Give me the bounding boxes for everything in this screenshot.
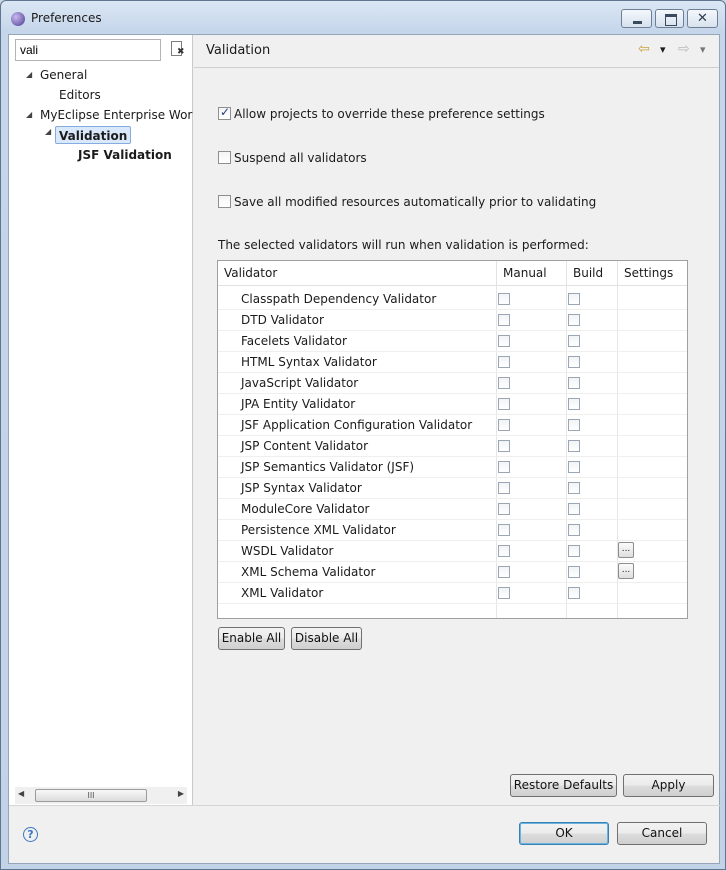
manual-checkbox[interactable] [498,566,510,578]
forward-dropdown-icon[interactable]: ▾ [700,43,706,56]
manual-checkbox[interactable] [498,314,510,326]
expanded-arrow-icon[interactable]: ◢ [26,70,33,79]
build-checkbox[interactable] [568,503,580,515]
build-checkbox[interactable] [568,545,580,557]
tree-horizontal-scrollbar[interactable] [15,787,187,804]
manual-checkbox[interactable] [498,440,510,452]
forward-arrow-icon[interactable]: ⇨ [678,41,690,57]
build-checkbox[interactable] [568,524,580,536]
build-checkbox[interactable] [568,314,580,326]
filter-input[interactable] [15,39,161,61]
build-checkbox[interactable] [568,587,580,599]
validators-description: The selected validators will run when validation is performed: [218,238,589,252]
expanded-arrow-icon[interactable]: ◢ [45,127,52,136]
column-header-build[interactable]: Build [567,261,618,285]
table-row[interactable]: XML Validator [218,583,687,604]
build-checkbox[interactable] [568,566,580,578]
dialog-client [8,34,720,864]
build-checkbox[interactable] [568,335,580,347]
checkbox-icon[interactable] [218,151,231,164]
manual-checkbox[interactable] [498,545,510,557]
validation-page [194,35,719,805]
manual-checkbox[interactable] [498,335,510,347]
manual-checkbox[interactable] [498,293,510,305]
cancel-button[interactable]: Cancel [617,822,707,845]
close-icon: ✕ [697,11,708,26]
enable-all-button[interactable]: Enable All [218,627,285,650]
tree-item-jsf-validation[interactable]: JSF Validation [78,148,172,162]
table-row[interactable]: DTD Validator [218,310,687,331]
manual-checkbox[interactable] [498,377,510,389]
eclipse-icon [11,12,25,26]
manual-checkbox[interactable] [498,356,510,368]
column-header-manual[interactable]: Manual [497,261,567,285]
build-checkbox[interactable] [568,440,580,452]
table-row[interactable]: XML Schema Validator ... [218,562,687,583]
scroll-thumb[interactable]: III [35,789,147,802]
suspend-validators-checkbox[interactable]: Suspend all validators [218,151,367,165]
table-row[interactable]: Persistence XML Validator [218,520,687,541]
table-row[interactable]: JSP Syntax Validator [218,478,687,499]
allow-override-checkbox[interactable]: ✓Allow projects to override these preference settings [218,107,545,121]
tree-item-general[interactable]: ◢ General [26,68,88,82]
checkbox-icon[interactable] [218,195,231,208]
manual-checkbox[interactable] [498,587,510,599]
minimize-button[interactable] [621,9,652,28]
column-header-settings[interactable]: Settings [618,261,688,285]
build-checkbox[interactable] [568,419,580,431]
build-checkbox[interactable] [568,398,580,410]
tree-item-editors[interactable]: Editors [59,88,101,102]
back-dropdown-icon[interactable]: ▾ [660,43,666,56]
preference-tree-pane [9,35,193,805]
column-header-validator[interactable]: Validator [218,261,497,285]
table-row[interactable]: JSF Application Configuration Validator [218,415,687,436]
build-checkbox[interactable] [568,461,580,473]
scroll-left-icon[interactable]: ◀ [18,789,25,798]
table-row[interactable]: WSDL Validator ... [218,541,687,562]
wsdl-settings-button[interactable]: ... [618,542,634,558]
scroll-right-icon[interactable]: ▶ [177,789,184,798]
disable-all-button[interactable]: Disable All [291,627,362,650]
table-row[interactable]: ModuleCore Validator [218,499,687,520]
restore-defaults-button[interactable]: Restore Defaults [510,774,617,797]
xml-schema-settings-button[interactable]: ... [618,563,634,579]
tree-item-validation[interactable]: Validation [55,126,131,144]
table-row[interactable]: JSP Content Validator [218,436,687,457]
expanded-arrow-icon[interactable]: ◢ [26,110,33,119]
manual-checkbox[interactable] [498,524,510,536]
build-checkbox[interactable] [568,356,580,368]
manual-checkbox[interactable] [498,398,510,410]
footer-divider [9,805,721,806]
title-bar[interactable] [1,1,725,35]
close-button[interactable] [687,9,718,28]
window-title: Preferences [31,11,102,25]
build-checkbox[interactable] [568,293,580,305]
manual-checkbox[interactable] [498,503,510,515]
checkbox-checked-icon[interactable] [218,107,231,120]
table-row[interactable]: Classpath Dependency Validator [218,289,687,310]
manual-checkbox[interactable] [498,461,510,473]
table-row[interactable]: HTML Syntax Validator [218,352,687,373]
manual-checkbox[interactable] [498,419,510,431]
table-row[interactable]: JavaScript Validator [218,373,687,394]
table-row[interactable]: Facelets Validator [218,331,687,352]
ok-button[interactable]: OK [519,822,609,845]
maximize-button[interactable] [655,9,684,28]
column-divider [687,286,688,619]
header-divider [194,67,719,68]
build-checkbox[interactable] [568,377,580,389]
validators-table [217,260,688,619]
apply-button[interactable]: Apply [623,774,714,797]
save-resources-checkbox[interactable]: Save all modified resources automatically prior to validating [218,195,596,209]
clear-filter-icon[interactable] [169,41,186,58]
manual-checkbox[interactable] [498,482,510,494]
table-row[interactable]: JPA Entity Validator [218,394,687,415]
tree-item-myeclipse[interactable]: ◢ MyEclipse Enterprise Wor [26,108,193,122]
help-icon[interactable]: ? [23,827,38,842]
page-title: Validation [206,43,271,58]
back-arrow-icon[interactable]: ⇦ [638,41,650,57]
table-row[interactable]: JSP Semantics Validator (JSF) [218,457,687,478]
build-checkbox[interactable] [568,482,580,494]
